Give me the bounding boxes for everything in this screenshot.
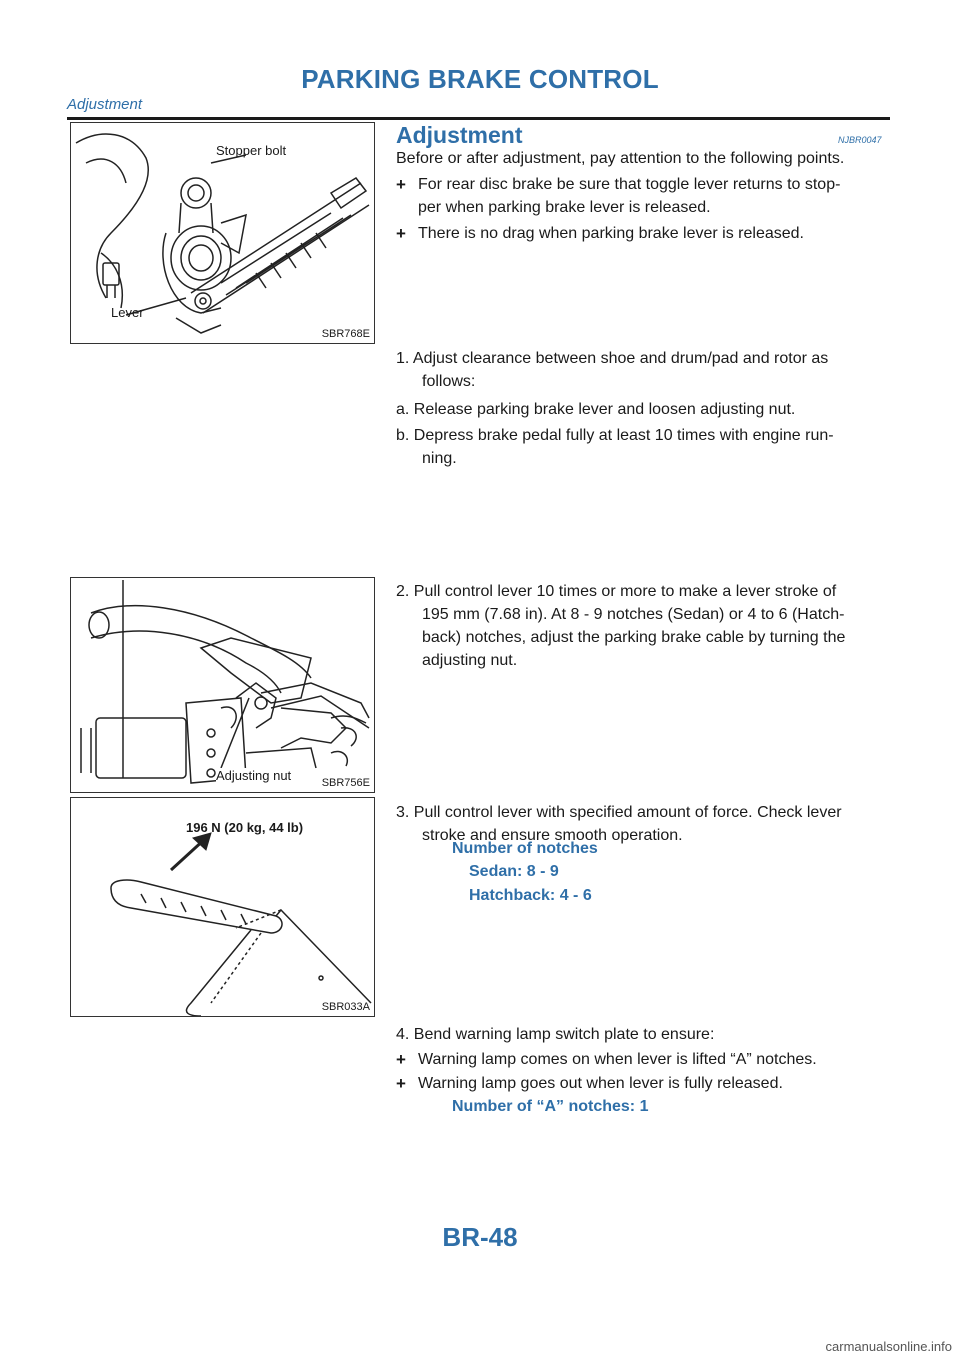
section-code: NJBR0047 [838, 135, 882, 145]
step-1 [396, 347, 828, 393]
spec-a-notches: Number of “A” notches: 1 [452, 1098, 649, 1115]
label-lever: Lever [111, 305, 144, 320]
figure-lever-force [70, 797, 375, 1017]
bullet-marker: + [396, 1074, 406, 1093]
step-line: stroke and ensure smooth operation. [422, 827, 683, 844]
step-line: b. Depress brake pedal fully at least 10 times with engine run- [396, 427, 834, 444]
bullet-line: per when parking brake lever is released. [418, 199, 711, 216]
bullet-marker: + [396, 175, 406, 194]
intro-paragraph: Before or after adjustment, pay attention to the following points. [396, 150, 845, 167]
step-line: 1. Adjust clearance between shoe and drum/pad and rotor as [396, 350, 829, 367]
step-2 [396, 580, 845, 672]
step-line: adjusting nut. [422, 652, 518, 669]
bullet-line: There is no drag when parking brake lever is released. [418, 225, 804, 242]
bullet-marker: + [396, 224, 406, 243]
step-4: 4. Bend warning lamp switch plate to ensure: [396, 1026, 715, 1043]
bullet-line: Warning lamp goes out when lever is fully released. [418, 1075, 783, 1092]
spec-hatchback: Hatchback: 4 - 6 [469, 887, 592, 904]
header-rule [67, 117, 890, 120]
figure-id: SBR756E [321, 777, 370, 789]
step-line: 2. Pull control lever 10 times or more to make a lever stroke of [396, 583, 837, 600]
step-line: back) notches, adjust the parking brake cable by turning the [422, 629, 846, 646]
label-stopper-bolt: Stopper bolt [216, 143, 287, 158]
figure-id: SBR033A [321, 1001, 370, 1013]
step-line: 3. Pull control lever with specified amount of force. Check lever [396, 804, 842, 821]
bullet-marker: + [396, 1050, 406, 1069]
figure-id: SBR768E [321, 328, 370, 340]
figure-stopper-bolt [70, 122, 375, 344]
section-heading: Adjustment [396, 122, 523, 148]
step-line: 195 mm (7.68 in). At 8 - 9 notches (Sedan) or 4 to 6 (Hatch- [422, 606, 845, 623]
spec-sedan: Sedan: 8 - 9 [469, 863, 559, 880]
label-adjusting-nut: Adjusting nut [216, 768, 292, 783]
step-1b [396, 424, 834, 470]
step-1a: a. Release parking brake lever and loosen adjusting nut. [396, 401, 796, 418]
page-number: BR-48 [442, 1222, 518, 1252]
page-header-subtitle: Adjustment [67, 96, 143, 113]
spec-number-of-notches: Number of notches [452, 840, 598, 857]
adjusting-nut-illustration [71, 578, 374, 792]
bullet-line: Warning lamp comes on when lever is lifted “A” notches. [418, 1051, 817, 1068]
watermark: carmanualsonline.info [825, 1339, 952, 1354]
bullet-line: For rear disc brake be sure that toggle lever returns to stop- [418, 176, 841, 193]
figure-adjusting-nut [70, 577, 375, 793]
step-line: ning. [422, 450, 457, 467]
step-line: follows: [422, 373, 476, 390]
label-force: 196 N (20 kg, 44 lb) [186, 820, 304, 835]
page-header-title: PARKING BRAKE CONTROL [301, 64, 659, 94]
